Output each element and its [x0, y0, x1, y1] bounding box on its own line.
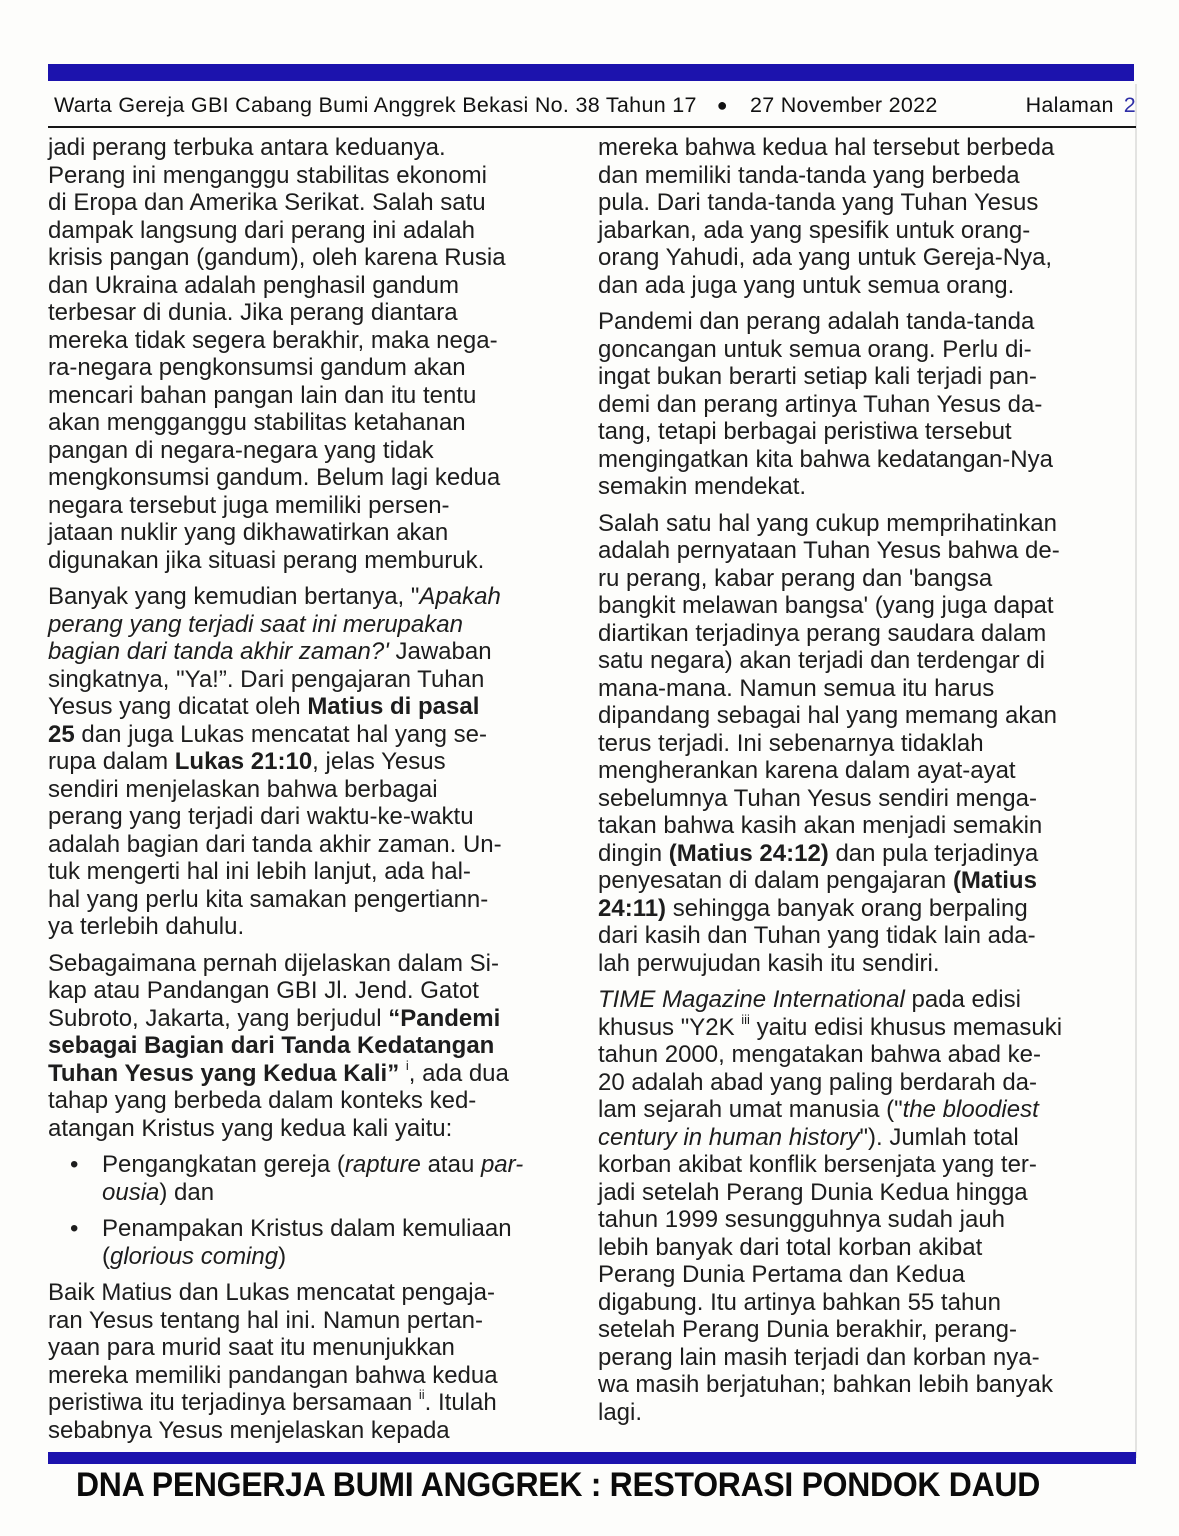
- text-run: ): [278, 1242, 287, 1270]
- footer-banner-text: DNA PENGERJA BUMI ANGGREK : RESTORASI PONDOK DAUD: [76, 1466, 1040, 1504]
- text-run: rupa dalam: [48, 748, 175, 775]
- text-run: 20 adalah abad yang paling berdarah da-: [598, 1068, 1038, 1096]
- text-run: tang, tetapi berbagai peristiwa tersebut: [598, 418, 1012, 445]
- text-run: lah perwujudan kasih itu sendiri.: [598, 949, 940, 977]
- text-run: dan juga Lukas mencatat hal yang se-: [74, 720, 487, 748]
- text-run: mereka tidak segera berakhir, maka nega-: [48, 326, 498, 354]
- text-run: mereka memiliki pandangan bahwa kedua: [48, 1361, 498, 1389]
- text-run: Apakah: [419, 583, 501, 610]
- text-run: yaan para murid saat itu menunjukkan: [48, 1334, 455, 1361]
- text-run: ousia: [102, 1178, 160, 1206]
- text-run: TIME Magazine International: [598, 986, 905, 1013]
- text-run: Matius di pasal: [307, 693, 480, 720]
- text-run: ) dan: [159, 1178, 215, 1206]
- text-run: semakin mendekat.: [598, 473, 807, 500]
- text-run: pada edisi: [904, 986, 1021, 1013]
- bullet-icon: •: [70, 1215, 79, 1242]
- newsletter-title: Warta Gereja GBI Cabang Bumi Anggrek Bekasi No. 38 Tahun 17: [54, 92, 697, 117]
- text-run: yaitu edisi khusus memasuki: [749, 1013, 1063, 1041]
- endnote-marker: iii: [741, 1011, 750, 1027]
- text-run: akan mengganggu stabilitas ketahanan: [48, 409, 466, 436]
- text-run: mengherankan karena dalam ayat-ayat: [598, 757, 1016, 784]
- text-run: Lukas 21:10: [174, 748, 313, 775]
- text-run: Jawaban: [388, 638, 492, 665]
- endnote-marker: ii: [418, 1387, 425, 1402]
- text-run: “Pandemi: [388, 1004, 501, 1032]
- text-run: sehingga banyak orang berpaling: [666, 894, 1028, 922]
- paragraph: [48, 950, 575, 1143]
- paragraph: [48, 134, 575, 574]
- text-run: dingin: [598, 839, 669, 867]
- paragraph: [598, 986, 1138, 1426]
- text-run: bagian dari tanda akhir zaman?': [48, 638, 389, 665]
- text-run: wa masih berjatuhan; bahkan lebih banyak: [598, 1371, 1053, 1398]
- text-run: bangkit melawan bangsa' (yang juga dapat: [598, 592, 1054, 619]
- text-run: (: [102, 1242, 110, 1270]
- text-run: adalah pernyataan Tuhan Yesus bahwa de-: [598, 537, 1060, 564]
- text-run: [399, 1060, 406, 1087]
- text-run: mana-mana. Namun semua itu harus: [598, 674, 995, 702]
- text-run: Banyak yang kemudian bertanya, ": [48, 583, 420, 610]
- text-run: sendiri menjelaskan bahwa berbagai: [48, 775, 438, 803]
- text-run: ran Yesus tentang hal ini. Namun pertan-: [48, 1306, 483, 1334]
- text-run: mencari bahan pangan lain dan itu tentu: [48, 381, 477, 409]
- text-run: korban akibat konflik bersenjata yang ter-: [598, 1151, 1037, 1178]
- bullet-list-item: [48, 1215, 575, 1270]
- paragraph: [598, 134, 1138, 299]
- text-run: dari kasih dan Tuhan yang tidak lain ada-: [598, 922, 1036, 949]
- footer-bar: [48, 1452, 1136, 1464]
- text-run: perang lain masih terjadi dan korban nya-: [598, 1343, 1040, 1371]
- issue-date: 27 November 2022: [749, 92, 938, 117]
- text-run: negara tersebut juga memiliki persen-: [48, 491, 450, 519]
- text-run: peristiwa itu terjadinya bersamaan: [48, 1389, 419, 1416]
- text-run: kap atau Pandangan GBI Jl. Jend. Gatot: [48, 977, 479, 1004]
- text-run: the bloodiest: [902, 1096, 1039, 1123]
- text-run: century in human history: [598, 1123, 860, 1151]
- text-run: lebih banyak dari total korban akibat: [598, 1233, 983, 1261]
- text-run: tahap yang berbeda dalam konteks ked-: [48, 1087, 477, 1114]
- bullet-item-text: [102, 1215, 575, 1270]
- text-run: terbesar di dunia. Jika perang diantara: [48, 299, 458, 326]
- page-label: Halaman: [1025, 92, 1114, 117]
- text-run: di Eropa dan Amerika Serikat. Salah satu: [48, 189, 486, 216]
- text-run: 24:11): [598, 894, 667, 922]
- text-run: takan bahwa kasih akan menjadi semakin: [598, 812, 1043, 839]
- text-run: tahun 1999 sesungguhnya sudah jauh: [598, 1206, 1006, 1233]
- text-run: krisis pangan (gandum), oleh karena Rusia: [48, 244, 506, 271]
- text-run: ra-negara pengkonsumsi gandum akan: [48, 354, 466, 381]
- text-run: jadi setelah Perang Dunia Kedua hingga: [598, 1178, 1028, 1206]
- text-run: (Matius: [952, 867, 1037, 894]
- text-run: ingat bukan berarti setiap kali terjadi pan-: [598, 363, 1037, 390]
- text-run: sebelumnya Tuhan Yesus sendiri menga-: [598, 784, 1037, 812]
- text-run: tuk mengerti hal ini lebih lanjut, ada hal-: [48, 858, 471, 885]
- text-run: hal yang perlu kita samakan pengertiann-: [48, 885, 489, 913]
- text-run: digunakan jika situasi perang memburuk.: [48, 546, 485, 574]
- text-run: dan Ukraina adalah penghasil gandum: [48, 271, 459, 299]
- text-run: Perang ini menganggu stabilitas ekonomi: [48, 161, 487, 189]
- bullet-icon: •: [70, 1151, 79, 1178]
- text-run: dan memiliki tanda-tanda yang berbeda: [598, 161, 1020, 189]
- text-run: khusus "Y2K: [598, 1013, 742, 1041]
- text-run: setelah Perang Dunia berakhir, perang-: [598, 1316, 1017, 1343]
- text-run: lagi.: [598, 1398, 643, 1426]
- page-header: [54, 88, 1136, 122]
- text-run: Baik Matius dan Lukas mencatat pengaja-: [48, 1279, 495, 1306]
- text-run: dipandang sebagai hal yang memang akan: [598, 702, 1058, 729]
- text-run: dan pula terjadinya: [828, 839, 1039, 867]
- text-run: Tuhan Yesus yang Kedua Kali”: [48, 1059, 400, 1087]
- text-run: , ada dua: [408, 1059, 509, 1087]
- text-run: terus terjadi. Ini sebenarnya tidaklah: [598, 729, 984, 757]
- header-rule: [48, 126, 1136, 128]
- text-run: orang Yahudi, ada yang untuk Gereja-Nya,: [598, 244, 1053, 271]
- text-run: rapture: [344, 1151, 421, 1178]
- text-run: lam sejarah umat manusia (": [598, 1096, 903, 1123]
- header-bar: [48, 64, 1134, 81]
- text-run: jadi perang terbuka antara keduanya.: [48, 134, 446, 161]
- text-run: goncangan untuk semua orang. Perlu di-: [598, 335, 1032, 363]
- text-run: glorious coming: [110, 1242, 279, 1270]
- text-run: perang yang terjadi saat ini merupakan: [48, 610, 463, 638]
- text-run: ya terlebih dahulu.: [48, 913, 245, 940]
- bullet-list-item: [48, 1151, 575, 1206]
- text-run: singkatnya, "Ya!”. Dari pengajaran Tuhan: [48, 665, 485, 693]
- text-run: mereka bahwa kedua hal tersebut berbeda: [598, 134, 1055, 161]
- paragraph: [48, 1279, 575, 1444]
- text-run: Penampakan Kristus dalam kemuliaan: [102, 1215, 512, 1242]
- text-run: , jelas Yesus: [312, 748, 446, 775]
- text-run: jataan nuklir yang dikhawatirkan akan: [48, 519, 449, 546]
- text-run: pula. Dari tanda-tanda yang Tuhan Yesus: [598, 189, 1039, 216]
- paragraph: [598, 308, 1138, 501]
- article-body: [48, 134, 1138, 1453]
- text-run: Perang Dunia Pertama dan Kedua: [598, 1261, 965, 1288]
- text-run: Salah satu hal yang cukup memprihatinkan: [598, 509, 1057, 537]
- text-run: tahun 2000, mengatakan bahwa abad ke-: [598, 1041, 1042, 1068]
- page-number: 2: [1123, 92, 1136, 117]
- text-run: diartikan terjadinya perang saudara dalam: [598, 619, 1047, 647]
- text-run: demi dan perang artinya Tuhan Yesus da-: [598, 390, 1043, 418]
- text-run: adalah bagian dari tanda akhir zaman. Un-: [48, 830, 502, 858]
- paragraph: [48, 583, 575, 941]
- text-run: satu negara) akan terjadi dan terdengar di: [598, 647, 1045, 674]
- left-column: [48, 134, 575, 1453]
- bullet-item-text: [102, 1151, 575, 1206]
- text-run: digabung. Itu artinya bahkan 55 tahun: [598, 1288, 1001, 1316]
- right-column: [598, 134, 1138, 1453]
- text-run: mengkonsumsi gandum. Belum lagi kedua: [48, 464, 501, 491]
- text-run: atangan Kristus yang kedua kali yaitu:: [48, 1114, 453, 1142]
- endnote-marker: i: [405, 1057, 409, 1073]
- text-run: Sebagaimana pernah dijelaskan dalam Si-: [48, 949, 499, 977]
- text-run: Subroto, Jakarta, yang berjudul: [48, 1004, 389, 1032]
- text-run: Pandemi dan perang adalah tanda-tanda: [598, 308, 1035, 335]
- text-run: Pengangkatan gereja (: [102, 1151, 345, 1178]
- text-run: . Itulah: [424, 1389, 497, 1416]
- text-run: sebabnya Yesus menjelaskan kepada: [48, 1416, 450, 1444]
- text-run: (Matius 24:12): [668, 839, 829, 867]
- text-run: dan ada juga yang untuk semua orang.: [598, 271, 1015, 299]
- text-run: atau: [420, 1151, 481, 1178]
- text-run: sebagai Bagian dari Tanda Kedatangan: [48, 1032, 495, 1059]
- text-run: ru perang, kabar perang dan 'bangsa: [598, 564, 993, 592]
- text-run: Yesus yang dicatat oleh: [48, 693, 308, 720]
- text-run: "). Jumlah total: [859, 1123, 1019, 1151]
- text-run: penyesatan di dalam pengajaran: [598, 867, 953, 894]
- paragraph: [598, 510, 1138, 978]
- text-run: jabarkan, ada yang spesifik untuk orang-: [598, 216, 1031, 244]
- text-run: dampak langsung dari perang ini adalah: [48, 216, 475, 244]
- bullet-separator-icon: ●: [716, 94, 728, 115]
- text-run: perang yang terjadi dari waktu-ke-waktu: [48, 803, 474, 830]
- text-run: mengingatkan kita bahwa kedatangan-Nya: [598, 445, 1053, 473]
- text-run: 25: [48, 720, 75, 748]
- text-run: pangan di negara-negara yang tidak: [48, 436, 434, 464]
- text-run: par-: [480, 1151, 524, 1178]
